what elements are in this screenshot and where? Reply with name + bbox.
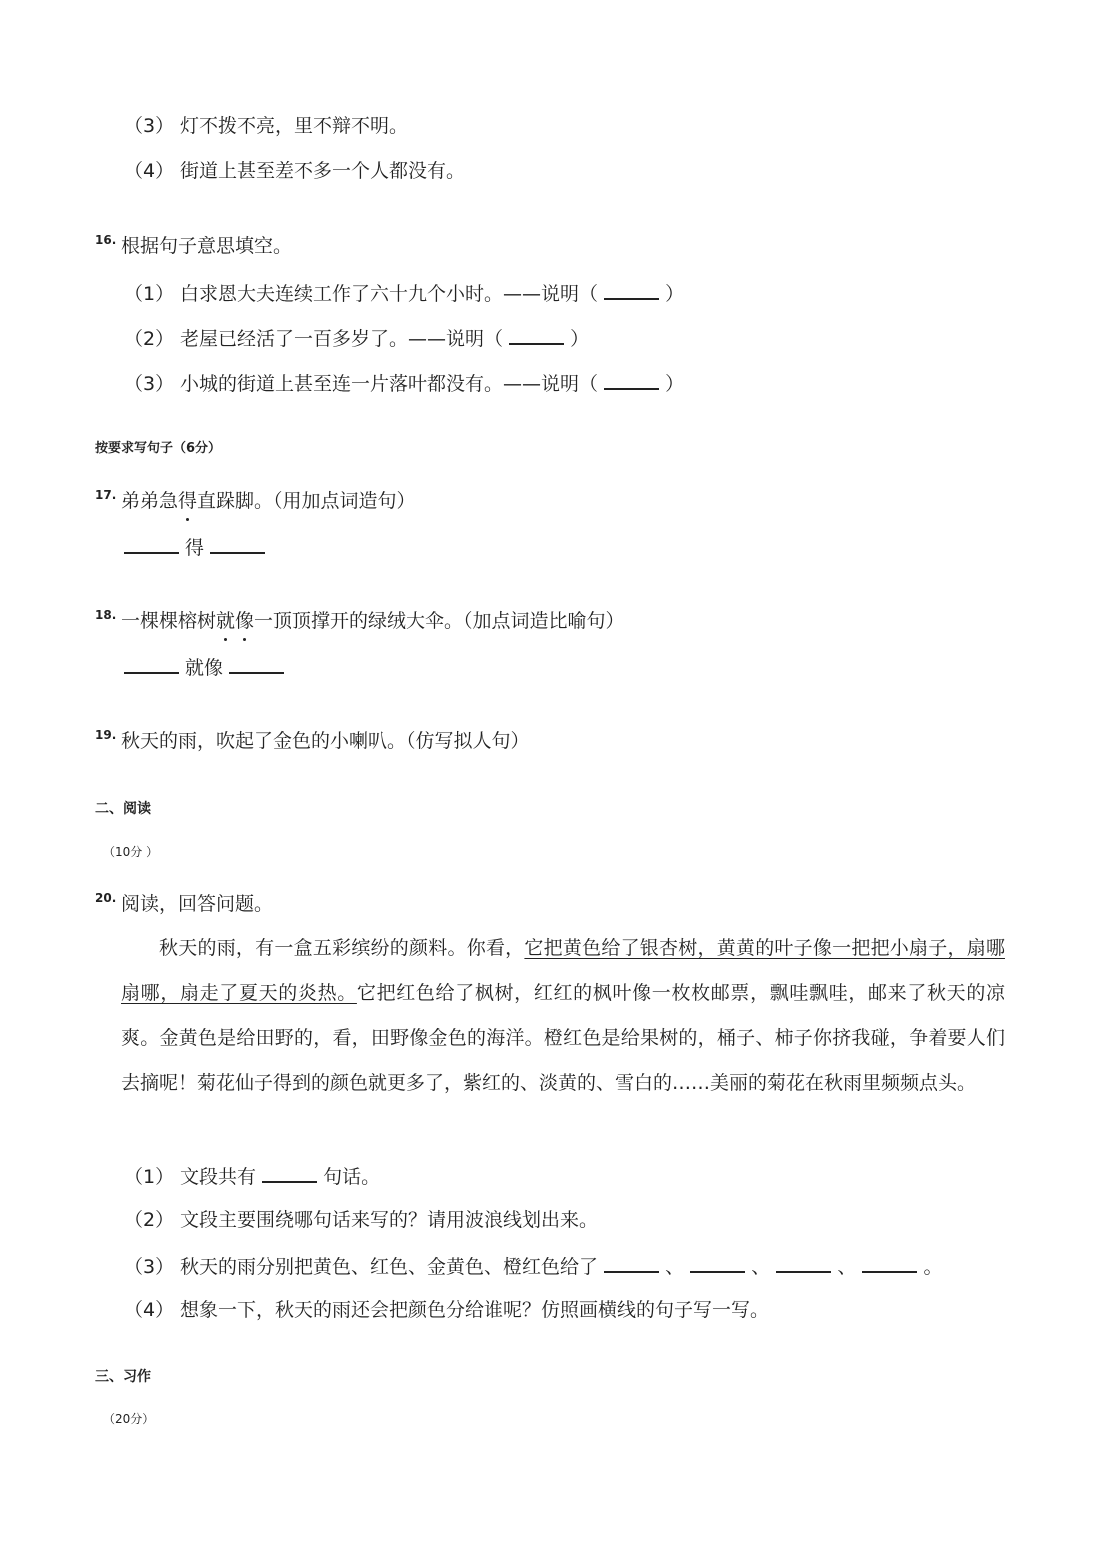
answer-blank[interactable]	[862, 1253, 917, 1273]
answer-word: 得	[185, 537, 205, 559]
prompt-text: 一棵棵榕树	[121, 610, 217, 632]
question-prompt	[121, 489, 416, 513]
item-text: 文段共有	[180, 1166, 257, 1188]
question-number: 17.	[95, 488, 117, 502]
item-text: 想象一下，秋天的雨还会把颜色分给谁呢？仿照画横线的句子写一写。	[180, 1299, 770, 1321]
section-heading-writing: 三、习作	[95, 1369, 151, 1385]
item-text: 白求恩大夫连续工作了六十九个小时。——说明（	[180, 283, 599, 305]
answer-blank[interactable]	[509, 325, 564, 345]
item-number: （1）	[124, 1166, 175, 1188]
q17-answer-line	[124, 534, 265, 560]
question-number: 19.	[95, 728, 117, 742]
answer-blank[interactable]	[776, 1253, 831, 1273]
question-number: 16.	[95, 233, 117, 247]
item-text: 句话。	[323, 1166, 381, 1188]
item-number: （4）	[124, 1299, 175, 1321]
section-score: （20分）	[103, 1412, 155, 1426]
answer-blank[interactable]	[124, 654, 179, 674]
item-number: （1）	[124, 283, 175, 305]
answer-blank[interactable]	[604, 280, 659, 300]
emphasis-dot-word: 得	[178, 490, 198, 512]
q16-item-2	[124, 325, 589, 351]
question-prompt: 根据句子意思填空。	[121, 235, 293, 257]
passage-text: 它把红色给了枫树，红红的枫叶像一枚枚邮票，飘哇飘哇，邮来了秋天的凉爽。金黄色是给田野的，看，田野像金色的海洋。橙红色是给果树的，桶子、柿子你挤我碰，争着要人们去摘呢！菊花仙子得到的颜色就更多了，紫红的、淡黄的、雪白的……美丽的菊花在秋雨里频频点头。	[121, 982, 1005, 1094]
section-score: （10分 ）	[103, 845, 159, 859]
q15-item-3	[124, 114, 408, 138]
item-number: （3）	[124, 1256, 175, 1278]
close-paren: ）	[665, 373, 685, 395]
question-prompt	[121, 609, 625, 633]
question-prompt: 秋天的雨，吹起了金色的小喇叭。（仿写拟人句）	[121, 730, 530, 752]
item-text: 老屋已经活了一百多岁了。——说明（	[180, 328, 504, 350]
prompt-text: 弟弟急	[121, 490, 179, 512]
end-punctuation: 。	[923, 1256, 943, 1278]
answer-blank[interactable]	[604, 1253, 659, 1273]
item-text: 小城的街道上甚至连一片落叶都没有。——说明（	[180, 373, 599, 395]
reading-passage	[121, 926, 1005, 1106]
question-number: 18.	[95, 608, 117, 622]
prompt-text: 一顶顶撑开的绿绒大伞。（加点词造比喻句）	[254, 610, 625, 632]
q20-sub-4	[124, 1298, 769, 1322]
passage-text: 秋天的雨，有一盒五彩缤纷的颜料。你看，	[159, 937, 525, 959]
item-text: 文段主要围绕哪句话来写的？请用波浪线划出来。	[180, 1209, 599, 1231]
answer-blank[interactable]	[604, 370, 659, 390]
item-number: （4）	[124, 160, 175, 182]
q20-sub-2	[124, 1208, 598, 1232]
q20-sub-1	[124, 1163, 380, 1189]
answer-blank[interactable]	[229, 654, 284, 674]
item-number: （2）	[124, 1209, 175, 1231]
emphasis-dot-word: 就	[216, 610, 236, 632]
item-text: 街道上甚至差不多一个人都没有。	[180, 160, 466, 182]
item-text: 秋天的雨分别把黄色、红色、金黄色、橙红色给了	[180, 1256, 599, 1278]
close-paren: ）	[665, 283, 685, 305]
emphasis-dot-word: 像	[235, 610, 255, 632]
question-prompt: 阅读，回答问题。	[121, 893, 274, 915]
question-number: 20.	[95, 891, 117, 905]
answer-blank[interactable]	[124, 534, 179, 554]
answer-blank[interactable]	[210, 534, 265, 554]
separator: 、	[837, 1256, 857, 1278]
close-paren: ）	[570, 328, 590, 350]
q16-item-1	[124, 280, 684, 306]
section-heading-reading: 二、阅读	[95, 801, 151, 817]
section-heading-sentences: 按要求写句子（6分）	[95, 441, 222, 456]
q16-item-3	[124, 370, 684, 396]
separator: 、	[665, 1256, 685, 1278]
separator: 、	[751, 1256, 771, 1278]
answer-word: 就像	[185, 657, 224, 679]
answer-blank[interactable]	[690, 1253, 745, 1273]
prompt-text: 直跺脚。（用加点词造句）	[197, 490, 416, 512]
q18-answer-line	[124, 654, 284, 680]
item-number: （2）	[124, 328, 175, 350]
q20-sub-3	[124, 1253, 942, 1279]
q15-item-4	[124, 159, 465, 183]
item-number: （3）	[124, 115, 175, 137]
underlined-sentence: 它把黄色给了银杏树，黄黄的叶子像一把把小扇子，扇哪扇哪，扇走了夏天的炎热。	[121, 937, 1005, 1004]
item-number: （3）	[124, 373, 175, 395]
answer-blank[interactable]	[262, 1163, 317, 1183]
item-text: 灯不拨不亮，里不辩不明。	[180, 115, 409, 137]
